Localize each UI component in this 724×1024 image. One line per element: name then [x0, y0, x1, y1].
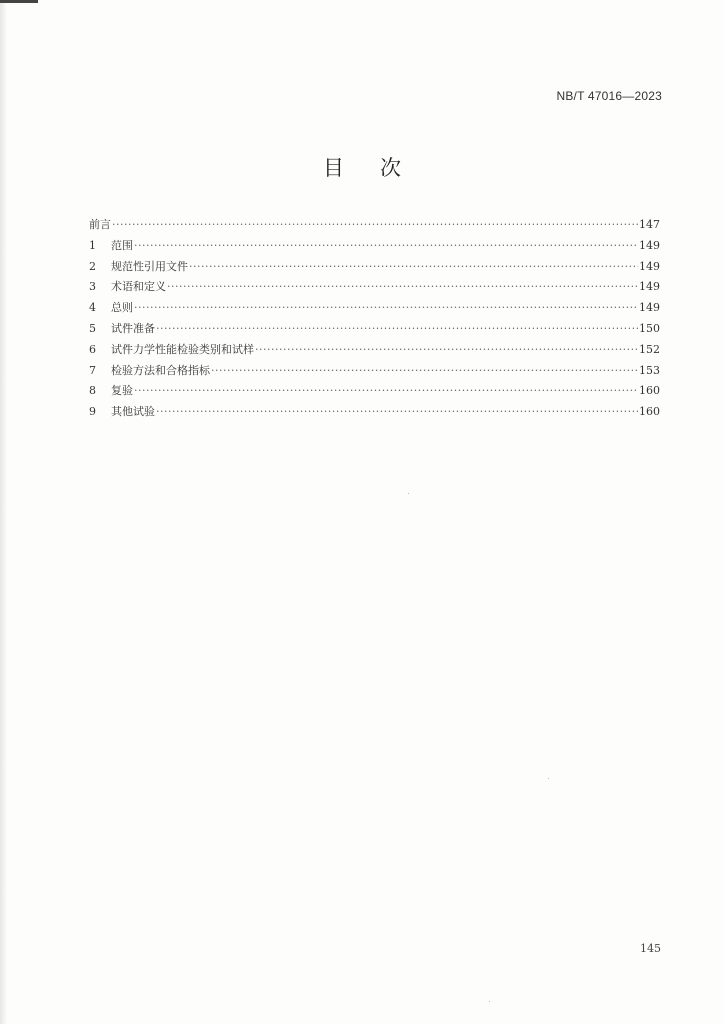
toc-leader-dots	[211, 361, 638, 382]
toc-entry-label: 前言	[89, 218, 111, 231]
toc-entry-page: 149	[639, 238, 660, 252]
toc-entry-mechanical-test-categories[interactable]	[89, 340, 660, 361]
toc-entry-label: 检验方法和合格指标	[111, 363, 210, 377]
toc-leader-dots	[134, 236, 638, 257]
toc-entry-number: 2	[89, 259, 96, 273]
toc-entry-number: 4	[89, 301, 96, 315]
toc-entry-number: 7	[89, 363, 96, 377]
toc-leader-dots	[134, 381, 638, 402]
toc-entry-label: 复验	[111, 384, 133, 398]
scan-speck	[408, 493, 409, 494]
toc-leader-dots	[112, 215, 638, 236]
toc-entry-label: 总则	[111, 301, 133, 315]
toc-entry-general[interactable]	[89, 298, 660, 319]
page-number: 145	[640, 942, 661, 955]
toc-entry-number: 6	[89, 342, 96, 356]
toc-leader-dots	[156, 402, 638, 423]
toc-title: 目次	[323, 156, 437, 180]
toc-entry-page: 149	[639, 259, 660, 273]
toc-entry-label: 试件力学性能检验类别和试样	[111, 342, 254, 356]
toc-entry-page: 160	[639, 384, 660, 398]
toc-entry-page: 152	[639, 342, 660, 356]
standard-code-header: NB/T 47016—2023	[556, 89, 662, 103]
toc-entry-label: 范围	[111, 238, 133, 252]
toc-leader-dots	[189, 257, 638, 278]
toc-entry-label: 其他试验	[111, 405, 155, 419]
toc-entry-page: 149	[639, 301, 660, 315]
toc-entry-specimen-preparation[interactable]	[89, 319, 660, 340]
toc-entry-number: 8	[89, 384, 96, 398]
scan-speck	[548, 778, 549, 779]
scan-speck	[489, 1001, 490, 1002]
toc-entry-page: 160	[639, 405, 660, 419]
toc-entry-normative-references[interactable]	[89, 257, 660, 278]
toc-leader-dots	[167, 277, 638, 298]
toc-entry-terms-definitions[interactable]	[89, 277, 660, 298]
toc-entry-test-methods-criteria[interactable]	[89, 361, 660, 382]
toc-leader-dots	[255, 340, 638, 361]
toc-leader-dots	[134, 298, 638, 319]
toc-entry-page: 153	[639, 363, 660, 377]
toc-entry-label: 试件准备	[111, 321, 155, 335]
toc-entry-label: 术语和定义	[111, 280, 166, 294]
toc-entry-page: 150	[639, 321, 660, 335]
toc-entry-retest[interactable]	[89, 381, 660, 402]
toc-entry-number: 1	[89, 238, 96, 252]
table-of-contents	[89, 215, 660, 423]
toc-entry-page: 149	[639, 280, 660, 294]
toc-entry-number: 9	[89, 405, 96, 419]
toc-entry-other-tests[interactable]	[89, 402, 660, 423]
toc-entry-label: 规范性引用文件	[111, 259, 188, 273]
toc-entry-page: 147	[639, 218, 660, 231]
toc-entry-number: 5	[89, 321, 96, 335]
toc-entry-foreword[interactable]	[89, 215, 660, 236]
toc-leader-dots	[156, 319, 638, 340]
scan-edge-mark	[0, 0, 38, 3]
toc-entry-number: 3	[89, 280, 96, 294]
toc-entry-scope[interactable]	[89, 236, 660, 257]
